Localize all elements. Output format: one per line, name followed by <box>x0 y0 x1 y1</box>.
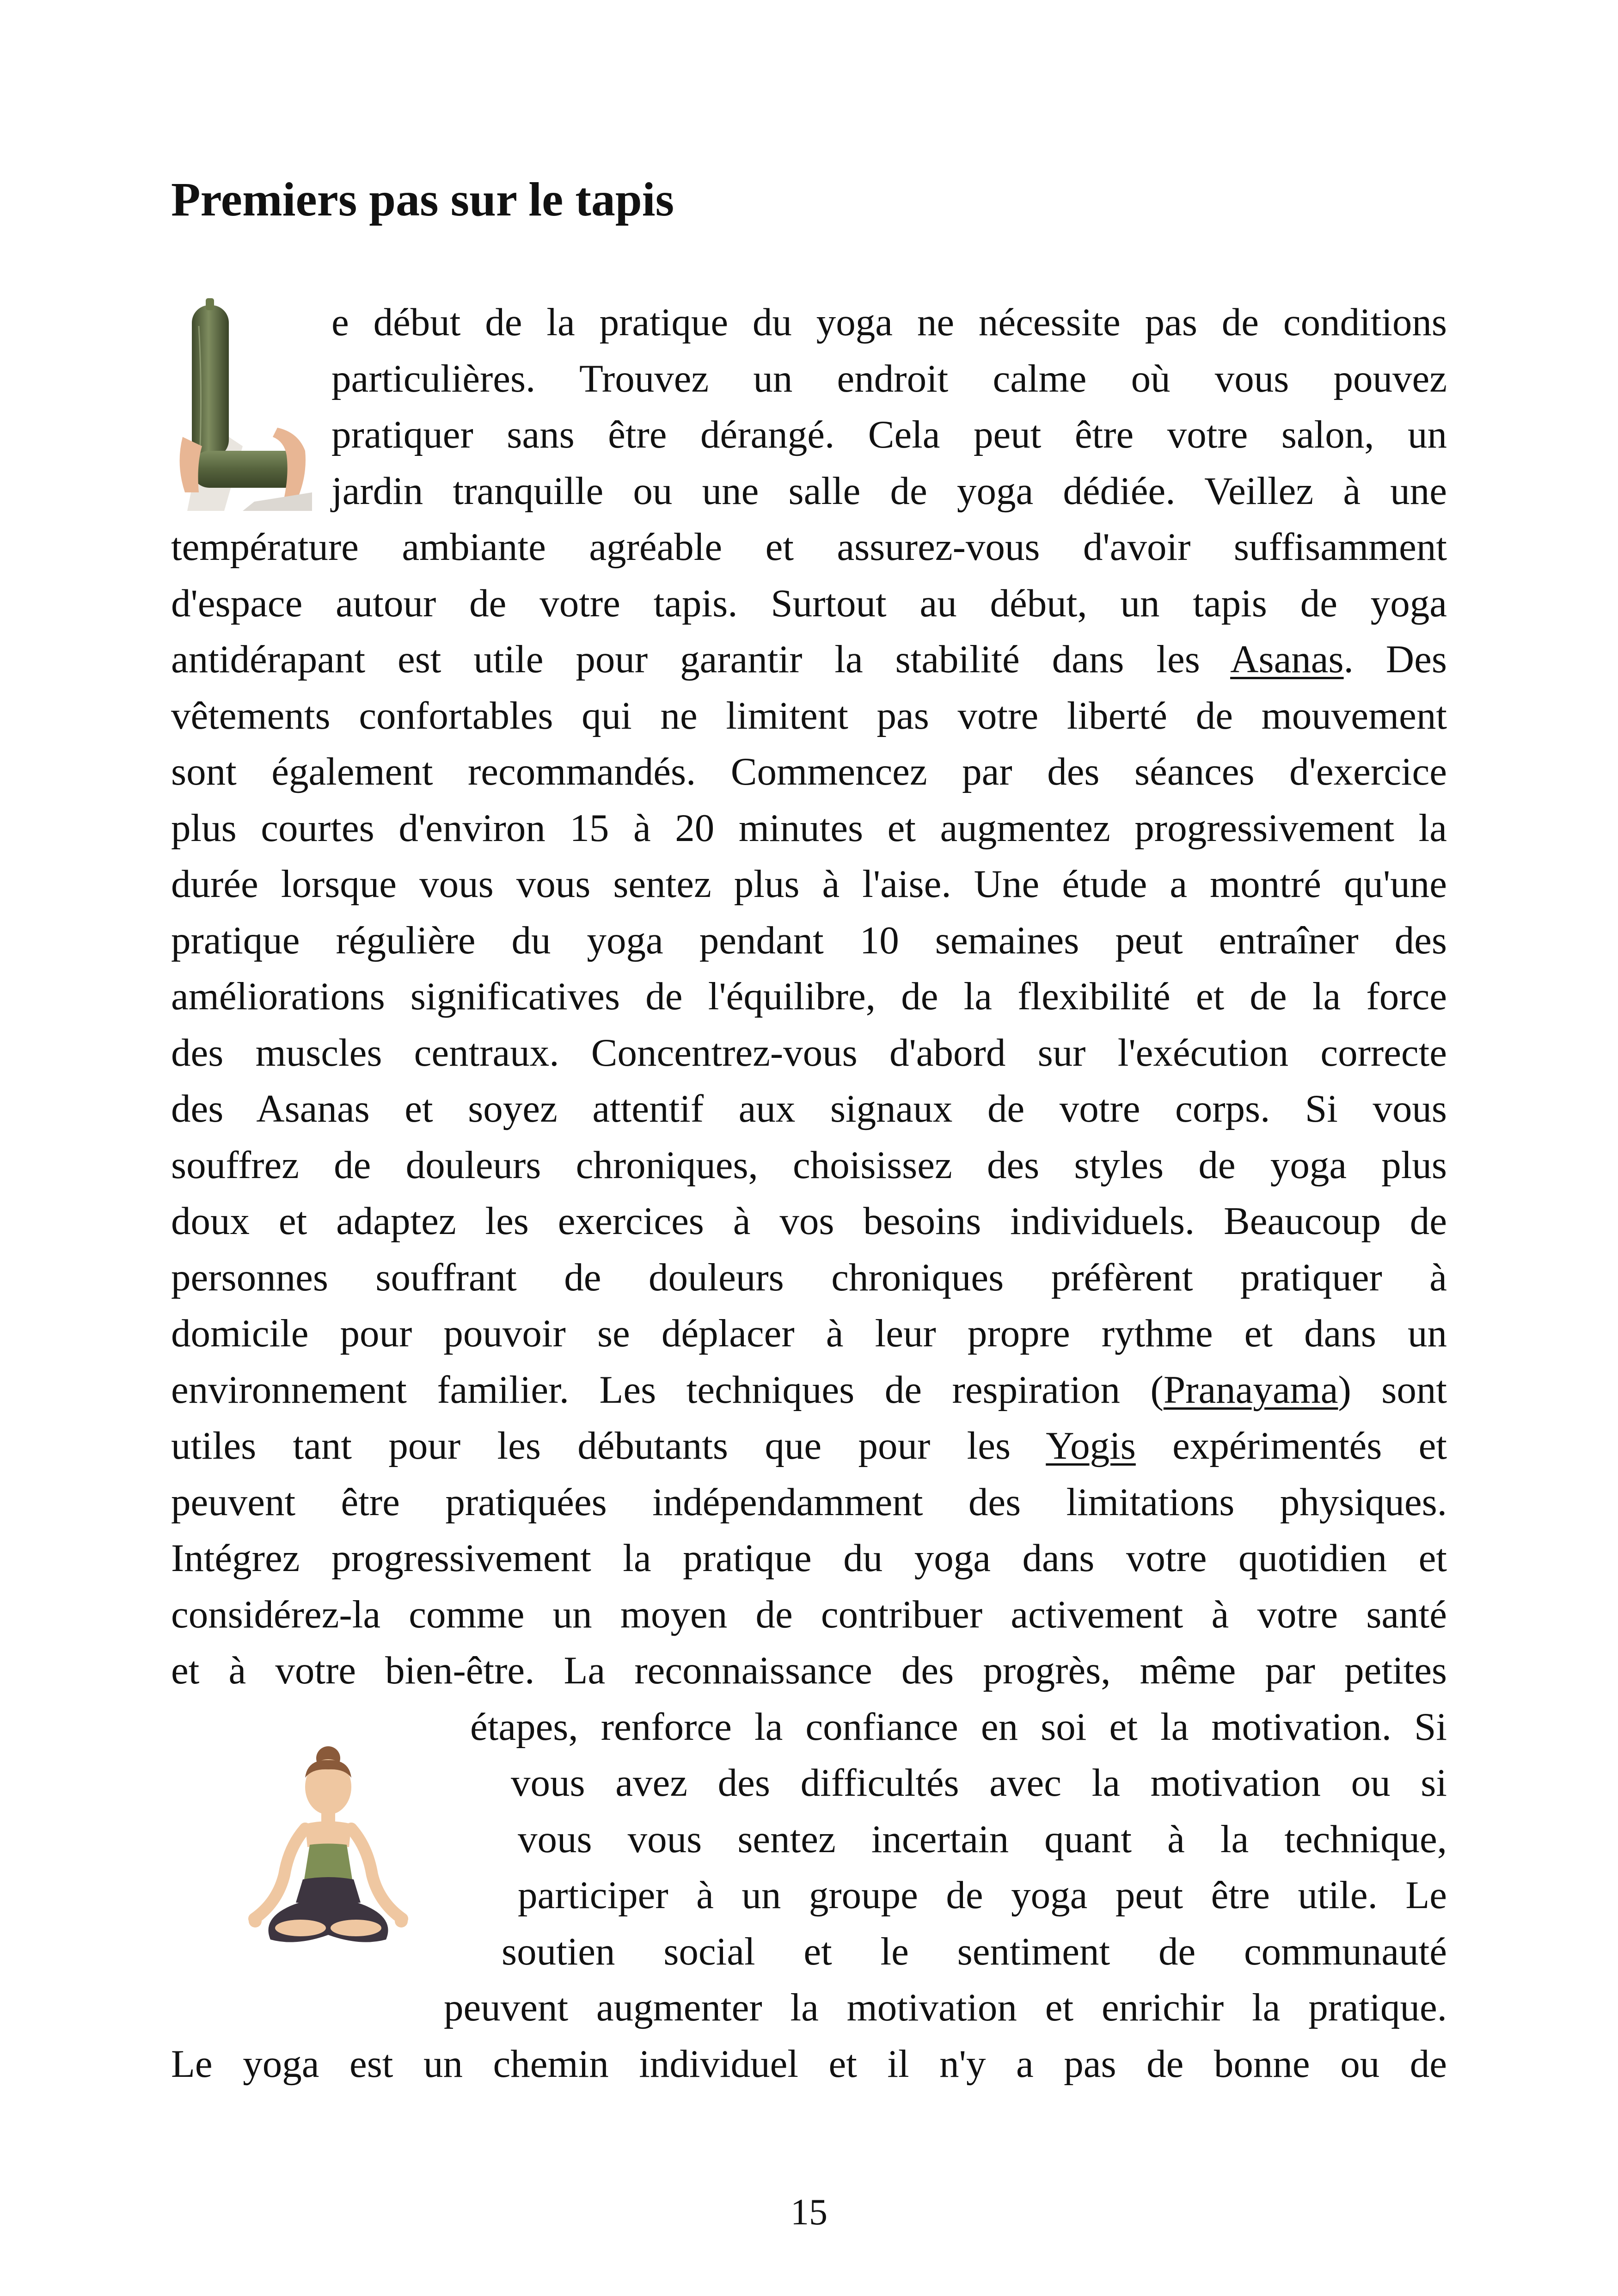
text-line: e début de la pratique du yoga ne nécessite pas de conditions <box>331 301 1447 344</box>
text-segment: expérimentés et <box>1135 1424 1447 1467</box>
text-line: température ambiante agréable et assurez-vous d'avoir suffisamment <box>171 525 1447 569</box>
text-line: jardin tranquille ou une salle de yoga dédiée. Veillez à une <box>331 469 1447 513</box>
text-line: des muscles centraux. Concentrez-vous d'abord sur l'exécution correcte <box>171 1031 1447 1074</box>
text-line: pratique régulière du yoga pendant 10 semaines peut entraîner des <box>171 918 1447 962</box>
text-line: participer à un groupe de yoga peut être utile. Le <box>518 1873 1447 1917</box>
text-line: pratiquer sans être dérangé. Cela peut être votre salon, un <box>331 413 1447 456</box>
text-line: plus courtes d'environ 15 à 20 minutes et augmentez progressivement la <box>171 806 1447 850</box>
text-line: peuvent augmenter la motivation et enrichir la pratique. <box>444 1986 1447 2029</box>
text-segment: utiles tant pour les débutants que pour les <box>171 1424 1046 1467</box>
text-line: peuvent être pratiquées indépendamment des limitations physiques. <box>171 1480 1447 1524</box>
glossary-term: Asanas <box>1230 638 1344 681</box>
text-line: vêtements confortables qui ne limitent pas votre liberté de mouvement <box>171 694 1447 737</box>
section-heading: Premiers pas sur le tapis <box>171 173 674 226</box>
text-line: vous vous sentez incertain quant à la technique, <box>518 1817 1447 1861</box>
text-line: durée lorsque vous vous sentez plus à l'aise. Une étude a montré qu'une <box>171 862 1447 906</box>
text-line: vous avez des difficultés avec la motivation ou si <box>511 1761 1447 1805</box>
text-line: souffrez de douleurs chroniques, choisissez des styles de yoga plus <box>171 1143 1447 1187</box>
text-line: particulières. Trouvez un endroit calme où vous pouvez <box>331 356 1447 400</box>
text-line: soutien social et le sentiment de communauté <box>502 1929 1447 1973</box>
text-line: et à votre bien-être. La reconnaissance des progrès, même par petites <box>171 1649 1447 1692</box>
page-number: 15 <box>791 2192 827 2233</box>
zucchini-drop-cap-image <box>173 298 312 511</box>
text-line <box>171 640 1447 679</box>
text-segment: . Des <box>1343 638 1447 681</box>
text-line: doux et adaptez les exercices à vos besoins individuels. Beaucoup de <box>171 1199 1447 1243</box>
text-line: des Asanas et soyez attentif aux signaux de votre corps. Si vous <box>171 1087 1447 1130</box>
text-segment: environnement familier. Les techniques de respiration ( <box>171 1368 1164 1412</box>
text-line: d'espace autour de votre tapis. Surtout au début, un tapis de yoga <box>171 581 1447 625</box>
text-line: Le yoga est un chemin individuel et il n'y a pas de bonne ou de <box>171 2042 1447 2086</box>
lotus-pose-figure-image <box>245 1741 411 1967</box>
glossary-term: Pranayama <box>1163 1368 1338 1412</box>
text-line: Intégrez progressivement la pratique du yoga dans votre quotidien et <box>171 1536 1447 1580</box>
text-line <box>171 1370 1447 1410</box>
text-segment: ) sont <box>1338 1368 1447 1412</box>
text-segment: antidérapant est utile pour garantir la stabilité dans les <box>171 638 1231 681</box>
glossary-term: Yogis <box>1046 1424 1136 1467</box>
text-line: considérez-la comme un moyen de contribuer activement à votre santé <box>171 1592 1447 1636</box>
text-line <box>171 1426 1447 1466</box>
text-line: améliorations significatives de l'équilibre, de la flexibilité et de la force <box>171 975 1447 1018</box>
text-line: personnes souffrant de douleurs chroniques préfèrent pratiquer à <box>171 1255 1447 1299</box>
text-line: domicile pour pouvoir se déplacer à leur propre rythme et dans un <box>171 1312 1447 1355</box>
text-line: sont également recommandés. Commencez par des séances d'exercice <box>171 750 1447 793</box>
text-line: étapes, renforce la confiance en soi et la motivation. Si <box>470 1705 1447 1749</box>
